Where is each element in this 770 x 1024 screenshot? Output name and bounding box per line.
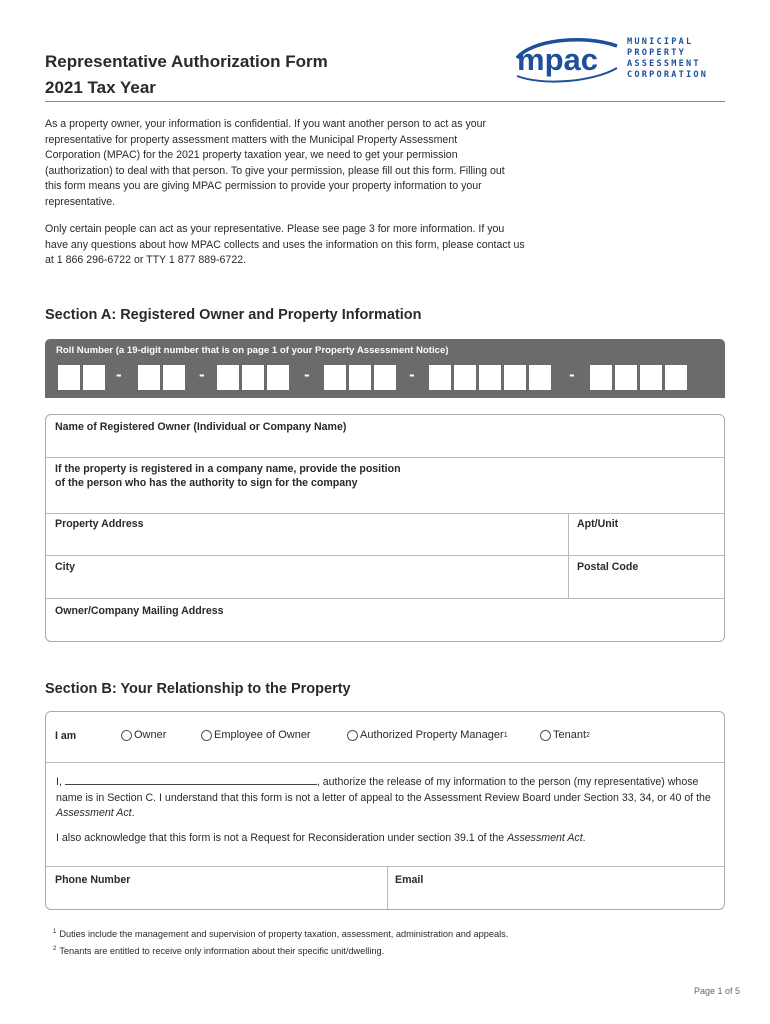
roll-digit-box[interactable] — [590, 365, 612, 390]
field-divider — [46, 457, 724, 458]
form-title-line1: Representative Authorization Form — [45, 52, 328, 71]
roll-digit-box[interactable] — [83, 365, 105, 390]
roll-digit-box[interactable] — [479, 365, 501, 390]
roll-digit-box[interactable] — [529, 365, 551, 390]
radio-employee-label: Employee of Owner — [214, 729, 311, 741]
roll-digit-box[interactable] — [242, 365, 264, 390]
form-title — [45, 49, 328, 101]
logo-line: MUNICIPAL — [627, 37, 694, 47]
roll-number-label: Roll Number (a 19-digit number that is on page 1 of your Property Assessment Notice) — [56, 345, 449, 356]
mpac-logo-mark — [513, 36, 623, 86]
auth-prefix: I, — [56, 776, 62, 788]
roll-digit-box[interactable] — [324, 365, 346, 390]
roll-digit-box[interactable] — [163, 365, 185, 390]
field-divider — [46, 866, 724, 867]
radio-owner[interactable] — [121, 729, 166, 741]
roll-digit-box[interactable] — [349, 365, 371, 390]
apt-unit-label: Apt/Unit — [577, 518, 619, 530]
roll-separator: - — [116, 365, 122, 384]
logo-line: ASSESSMENT — [627, 59, 701, 69]
footnote-marker: 2 — [586, 731, 590, 739]
roll-separator: - — [199, 365, 205, 384]
email-label: Email — [395, 874, 424, 886]
radio-circle-icon[interactable] — [347, 730, 358, 741]
footnote-number: 1 — [53, 929, 57, 935]
authorization-statement — [56, 775, 716, 822]
roll-separator: - — [409, 365, 415, 384]
owner-name-label: Name of Registered Owner (Individual or Company Name) — [55, 421, 347, 433]
field-divider — [46, 513, 724, 514]
radio-manager-label: Authorized Property Manager — [360, 729, 504, 741]
mailing-address-label: Owner/Company Mailing Address — [55, 605, 224, 617]
header-divider — [45, 101, 725, 102]
radio-circle-icon[interactable] — [121, 730, 132, 741]
footnote-marker: 1 — [503, 731, 508, 739]
roll-number-bar — [45, 339, 725, 398]
radio-owner-label: Owner — [134, 729, 167, 741]
company-position-label — [55, 462, 401, 490]
radio-authorized-property-manager[interactable] — [347, 729, 508, 741]
auth-text: , authorize the release of my information to the person (my representative) whose name is in Section C. I understand that this form is not a letter of appeal to the Assessment Review Board under Section 33, 34, or 40 of the — [56, 776, 711, 804]
acknowledgement-statement — [56, 831, 716, 847]
field-divider — [387, 866, 388, 909]
radio-circle-icon[interactable] — [540, 730, 551, 741]
roll-digit-box[interactable] — [58, 365, 80, 390]
ack-text: I also acknowledge that this form is not a Request for Reconsideration under section 39.1 of the — [56, 832, 508, 844]
roll-digit-box[interactable] — [267, 365, 289, 390]
footnote-1 — [53, 925, 508, 942]
footnote-text: Duties include the management and supervision of property taxation, assessment, administration and appeals. — [59, 929, 509, 940]
act-name: Assessment Act — [507, 832, 583, 844]
roll-digit-box[interactable] — [665, 365, 687, 390]
roll-separator: - — [569, 365, 575, 384]
roll-digit-box[interactable] — [615, 365, 637, 390]
radio-tenant-label: Tenant — [553, 729, 587, 741]
field-divider — [46, 598, 724, 599]
roll-digit-box[interactable] — [429, 365, 451, 390]
section-b-form — [45, 711, 725, 910]
section-b-heading: Section B: Your Relationship to the Property — [45, 681, 351, 697]
section-a-heading: Section A: Registered Owner and Property Information — [45, 307, 422, 323]
footnote-2 — [53, 942, 508, 959]
roll-digit-box[interactable] — [454, 365, 476, 390]
property-address-label: Property Address — [55, 518, 144, 530]
radio-employee-of-owner[interactable] — [201, 729, 311, 741]
intro-paragraph-2: Only certain people can act as your representative. Please see page 3 for more information. If you have any questions about how MPAC collects and uses the information on this form, please contact us at 1 866 296-6722 or TTY 1 877 889-6722. — [45, 223, 525, 267]
postal-code-label: Postal Code — [577, 561, 639, 573]
roll-digit-box[interactable] — [504, 365, 526, 390]
phone-number-label: Phone Number — [55, 874, 131, 886]
logo-line: CORPORATION — [627, 70, 709, 80]
roll-digit-box[interactable] — [138, 365, 160, 390]
footnotes — [53, 925, 508, 958]
footnote-text: Tenants are entitled to receive only information about their specific unit/dwelling. — [59, 945, 385, 956]
owner-name-blank[interactable] — [65, 775, 317, 785]
form-title-line2: 2021 Tax Year — [45, 78, 156, 97]
page-number: Page 1 of 5 — [693, 986, 740, 996]
auth-end: . — [131, 807, 135, 819]
field-divider — [46, 762, 724, 763]
roll-separator: - — [304, 365, 310, 384]
company-position-label-line2: of the person who has the authority to sign for the company — [55, 477, 358, 489]
roll-digit-box[interactable] — [640, 365, 662, 390]
roll-digit-box[interactable] — [374, 365, 396, 390]
roll-digit-box[interactable] — [217, 365, 239, 390]
radio-circle-icon[interactable] — [201, 730, 212, 741]
mpac-logo — [513, 36, 728, 86]
footnote-number: 2 — [53, 945, 57, 952]
section-a-form — [45, 414, 725, 642]
intro-paragraph-1: As a property owner, your information is confidential. If you want another person to act as your representative for property assessment matters with the Municipal Property Assessment Corporation (MPAC) for the 2021 property taxation year, we need to get your permission (authorization) to deal with that person. To give your permission, please fill out this form. Filling out this form means you are giving MPAC permission to provide your property information to your representative. — [45, 118, 505, 208]
city-label: City — [55, 561, 76, 573]
logo-corporation-name — [627, 37, 708, 81]
company-position-label-line1: If the property is registered in a company name, provide the position — [55, 463, 401, 475]
field-divider — [46, 555, 724, 556]
logo-wordmark: mpac — [517, 42, 598, 77]
ack-end: . — [582, 832, 586, 844]
act-name: Assessment Act — [56, 807, 132, 819]
logo-line: PROPERTY — [627, 48, 686, 58]
radio-tenant[interactable] — [540, 729, 590, 741]
i-am-label: I am — [55, 730, 77, 742]
